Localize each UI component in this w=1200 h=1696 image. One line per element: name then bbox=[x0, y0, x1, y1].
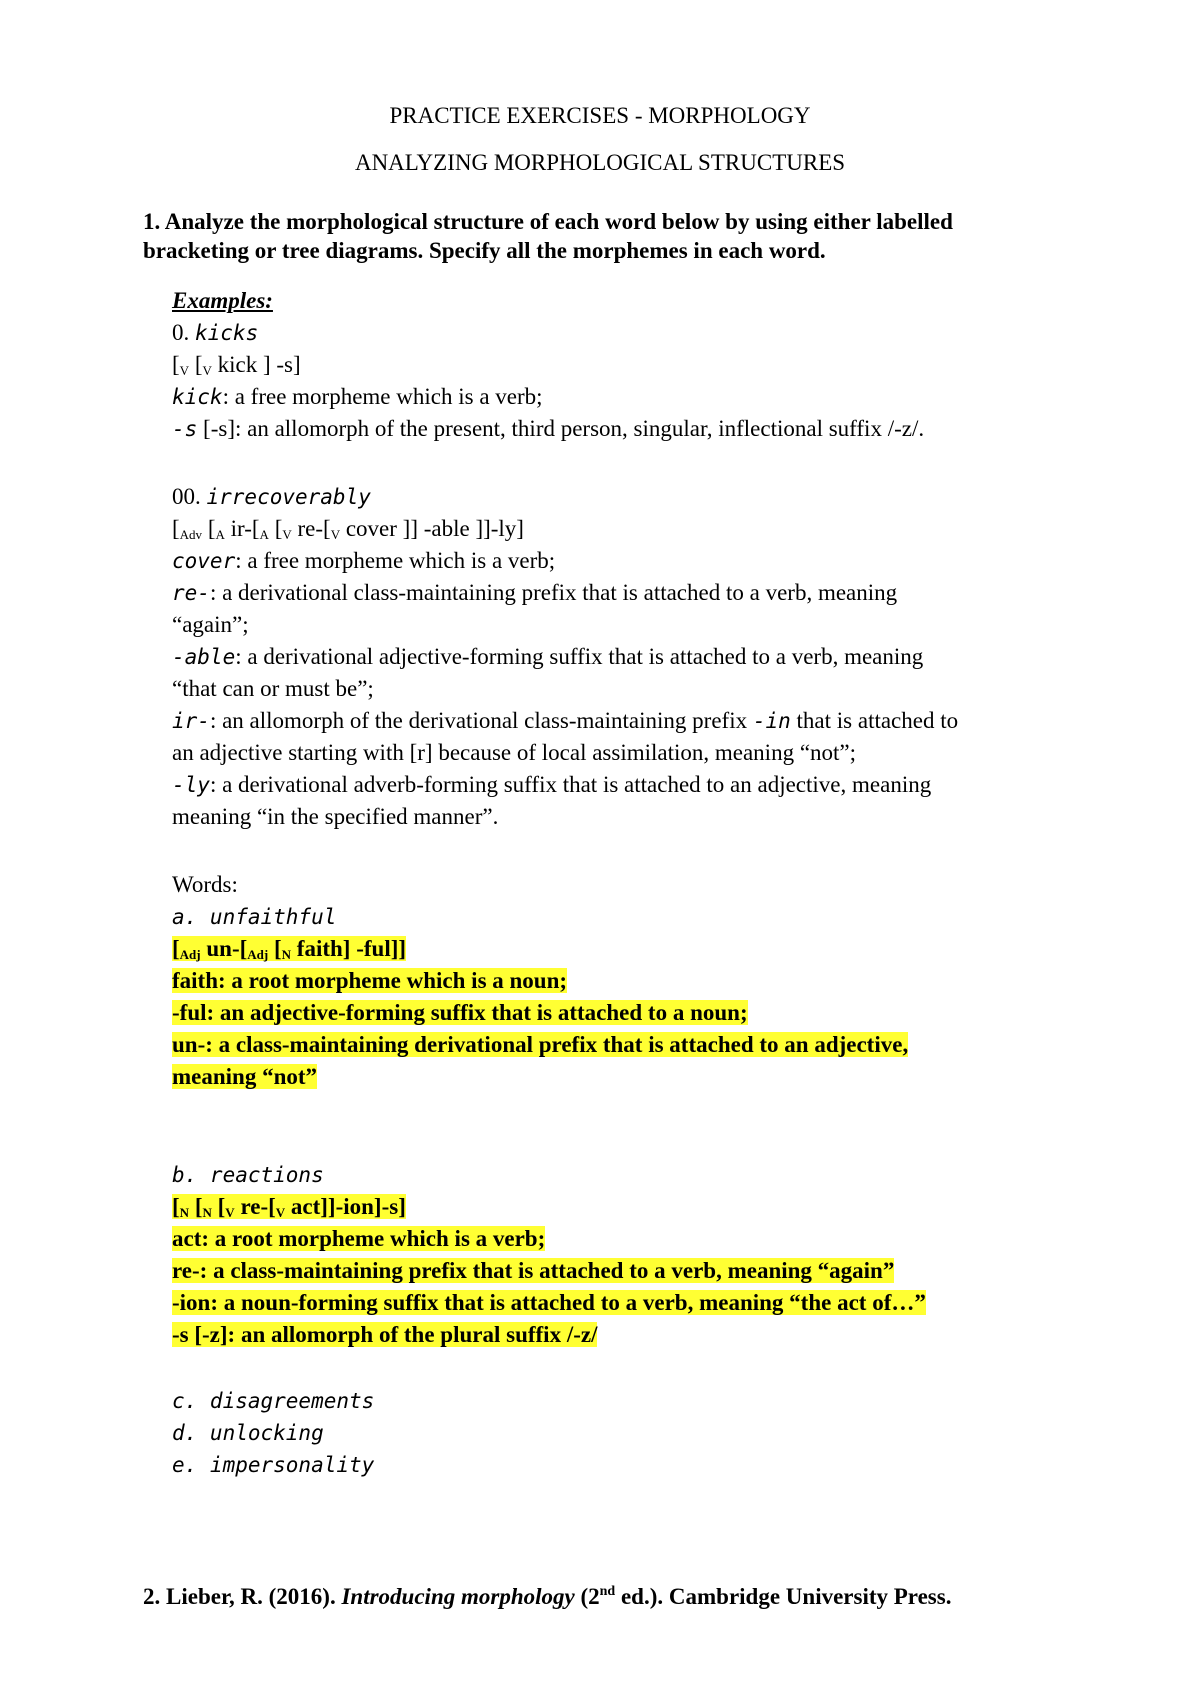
example-0-label bbox=[172, 318, 258, 348]
example-00-morpheme-1: cover: a free morpheme which is a verb; bbox=[172, 548, 556, 573]
example-00-morpheme-3: -able: a derivational adjective-forming suffix that is attached to a verb, meaning bbox=[172, 644, 924, 669]
word-b-bracketing: [$_N$ [$_N$ [$_V$ $re-[_V$ act]]-ion]-s] bbox=[172, 1194, 406, 1220]
example-00-number: 00. bbox=[172, 484, 201, 509]
example-00-word: irrecoverably bbox=[206, 485, 371, 509]
word-a-morpheme-1: faith: a root morpheme which is a noun; bbox=[172, 968, 568, 993]
example-00-morpheme-2: re-: a derivational class-maintaining prefix that is attached to a verb, meaning bbox=[172, 580, 898, 605]
example-00-morpheme-2-cont: “again”; bbox=[172, 612, 249, 637]
word-a-morpheme-3-cont: meaning “not” bbox=[172, 1064, 318, 1089]
word-b-label: b. reactions bbox=[172, 1163, 324, 1187]
word-a-morpheme-2: -ful: an adjective-forming suffix that is attached to a noun; bbox=[172, 1000, 748, 1025]
word-a-label: a. unfaithful bbox=[172, 905, 337, 929]
reference-citation: 2. Lieber, R. (2016). Introducing morphology (2nd ed.). Cambridge University Press. bbox=[143, 1584, 952, 1609]
word-b-morpheme-4: -s [-z]: an allomorph of the plural suffix /-z/ bbox=[172, 1322, 598, 1347]
word-e-label: e. impersonality bbox=[172, 1453, 375, 1477]
example-00-morpheme-3-cont: “that can or must be”; bbox=[172, 676, 374, 701]
example-0-bracketing: [$_V$ [$_V$ kick ] -s] bbox=[172, 352, 301, 378]
words-heading: Words: bbox=[172, 872, 238, 897]
word-b-morpheme-1: act: a root morpheme which is a verb; bbox=[172, 1226, 546, 1251]
example-00-morpheme-4: ir-: an allomorph of the derivational class-maintaining prefix -in that is attached to bbox=[172, 708, 959, 733]
page-title: PRACTICE EXERCISES - MORPHOLOGY bbox=[389, 103, 811, 128]
example-0-morpheme-1: kick: a free morpheme which is a verb; bbox=[172, 384, 543, 409]
example-0-word: kicks bbox=[195, 321, 259, 345]
word-c-label: c. disagreements bbox=[172, 1389, 375, 1413]
example-00-morpheme-5: -ly: a derivational adverb-forming suffix that is attached to an adjective, meaning bbox=[172, 772, 932, 797]
example-00-bracketing: [$_{Adv}$ [$_A$ $ir-[_A$ [$_V$ $re-[_V$ cover ]] -able ]]-ly] bbox=[172, 516, 524, 542]
examples-heading: Examples: bbox=[172, 288, 273, 313]
question-1-line-2: bracketing or tree diagrams. Specify all the morphemes in each word. bbox=[143, 238, 826, 263]
question-1-line-1: 1. Analyze the morphological structure of each word below by using either labelled bbox=[143, 209, 953, 234]
example-00-morpheme-4-cont: an adjective starting with [r] because of local assimilation, meaning “not”; bbox=[172, 740, 857, 765]
reference-book-title: Introducing morphology bbox=[341, 1584, 575, 1609]
example-0-morpheme-2: -s [-s]: an allomorph of the present, third person, singular, inflectional suffix /-z/. bbox=[172, 416, 925, 441]
example-0-number: 0. bbox=[172, 320, 190, 345]
word-d-label: d. unlocking bbox=[172, 1421, 324, 1445]
example-00-morpheme-5-cont: meaning “in the specified manner”. bbox=[172, 804, 499, 829]
word-b-morpheme-2: re-: a class-maintaining prefix that is attached to a verb, meaning “again” bbox=[172, 1258, 895, 1283]
word-a-morpheme-3: un-: a class-maintaining derivational prefix that is attached to an adjective, bbox=[172, 1032, 909, 1057]
word-a-bracketing: [$_{Adj}$ $un-[_{Adj}$ [$_N$ faith] -ful]] bbox=[172, 936, 407, 962]
word-b-morpheme-3: -ion: a noun-forming suffix that is attached to a verb, meaning “the act of…” bbox=[172, 1290, 926, 1315]
page-subtitle: ANALYZING MORPHOLOGICAL STRUCTURES bbox=[354, 150, 846, 175]
example-00-label bbox=[172, 482, 371, 512]
